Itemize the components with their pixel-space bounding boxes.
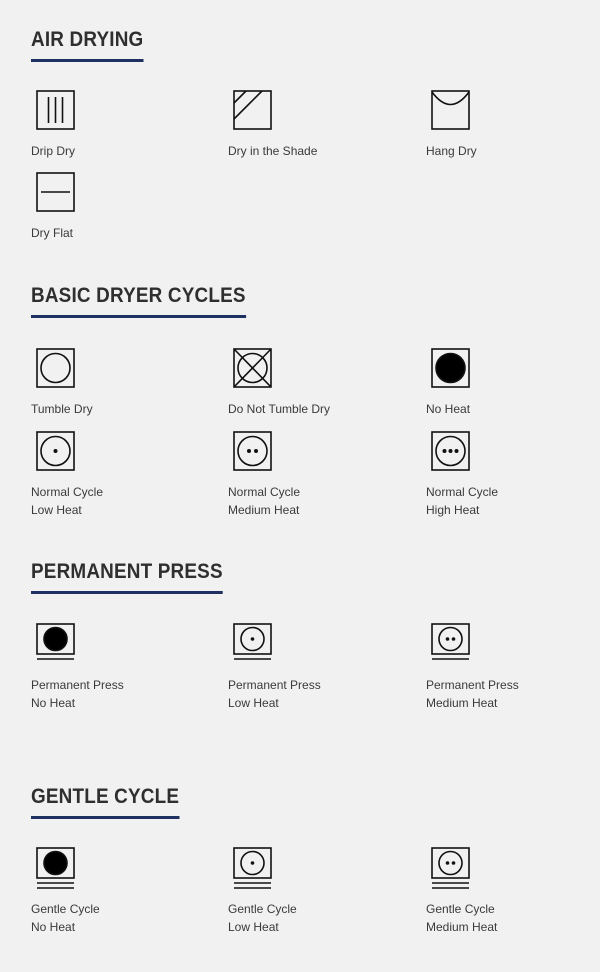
item-label: Dry in the Shade <box>228 144 318 158</box>
item-label-line-1: Normal Cycle <box>426 485 499 499</box>
item-label-line-2: No Heat <box>31 696 76 710</box>
care-item-dry-flat <box>31 171 221 240</box>
care-item-do-not-tumble-dry <box>228 347 418 416</box>
item-label-line-2: No Heat <box>31 920 76 934</box>
hang-dry-icon <box>426 89 470 133</box>
item-label: Tumble Dry <box>31 402 93 416</box>
care-item-permanent-press-low-heat <box>228 622 418 710</box>
dry-flat-icon <box>31 171 75 215</box>
tumble-high-heat-icon <box>426 430 470 474</box>
item-label-line-2: Medium Heat <box>228 503 300 517</box>
permanent-press-no-heat-icon <box>31 622 75 666</box>
item-label: Do Not Tumble Dry <box>228 402 331 416</box>
section-title: BASIC DRYER CYCLES <box>31 283 246 318</box>
care-item-tumble-medium-heat <box>228 430 418 517</box>
item-label: Drip Dry <box>31 144 75 158</box>
care-item-hang-dry <box>426 89 600 158</box>
tumble-medium-heat-icon <box>228 430 272 474</box>
item-label-line-2: Medium Heat <box>426 920 498 934</box>
permanent-press-low-heat-icon <box>228 622 272 666</box>
item-label-line-1: Permanent Press <box>228 678 321 692</box>
dry-in-shade-icon <box>228 89 272 133</box>
item-label-line-1: Normal Cycle <box>31 485 104 499</box>
section-gentle-cycle <box>31 784 571 819</box>
care-item-permanent-press-no-heat <box>31 622 221 710</box>
item-label-line-2: Medium Heat <box>426 696 498 710</box>
item-label-line-2: High Heat <box>426 503 480 517</box>
care-item-drip-dry <box>31 89 221 158</box>
item-label-line-1: Permanent Press <box>426 678 519 692</box>
tumble-low-heat-icon <box>31 430 75 474</box>
care-item-tumble-low-heat <box>31 430 221 517</box>
care-item-dry-in-shade <box>228 89 418 158</box>
care-item-no-heat <box>426 347 600 416</box>
item-label-line-2: Low Heat <box>228 920 279 934</box>
drip-dry-icon <box>31 89 75 133</box>
section-basic-dryer-cycles <box>31 283 571 318</box>
item-label: Hang Dry <box>426 144 477 158</box>
care-item-gentle-cycle-low-heat <box>228 846 418 934</box>
item-label: Dry Flat <box>31 226 73 240</box>
item-label-line-1: Gentle Cycle <box>426 902 495 916</box>
care-item-gentle-cycle-no-heat <box>31 846 221 934</box>
section-permanent-press <box>31 559 571 594</box>
item-label-line-1: Gentle Cycle <box>31 902 100 916</box>
item-label-line-1: Gentle Cycle <box>228 902 297 916</box>
section-title: GENTLE CYCLE <box>31 784 179 819</box>
item-label: No Heat <box>426 402 471 416</box>
care-item-gentle-cycle-medium-heat <box>426 846 600 934</box>
item-label-line-2: Low Heat <box>31 503 82 517</box>
care-item-tumble-high-heat <box>426 430 600 517</box>
do-not-tumble-dry-icon <box>228 347 272 391</box>
item-label-line-2: Low Heat <box>228 696 279 710</box>
item-label-line-1: Permanent Press <box>31 678 124 692</box>
section-title: PERMANENT PRESS <box>31 559 223 594</box>
care-item-permanent-press-medium-heat <box>426 622 600 710</box>
permanent-press-medium-heat-icon <box>426 622 470 666</box>
tumble-dry-icon <box>31 347 75 391</box>
section-title: AIR DRYING <box>31 27 143 62</box>
no-heat-icon <box>426 347 470 391</box>
care-item-tumble-dry <box>31 347 221 416</box>
gentle-cycle-low-heat-icon <box>228 846 272 892</box>
gentle-cycle-no-heat-icon <box>31 846 75 892</box>
gentle-cycle-medium-heat-icon <box>426 846 470 892</box>
section-air-drying <box>31 27 571 62</box>
item-label-line-1: Normal Cycle <box>228 485 301 499</box>
